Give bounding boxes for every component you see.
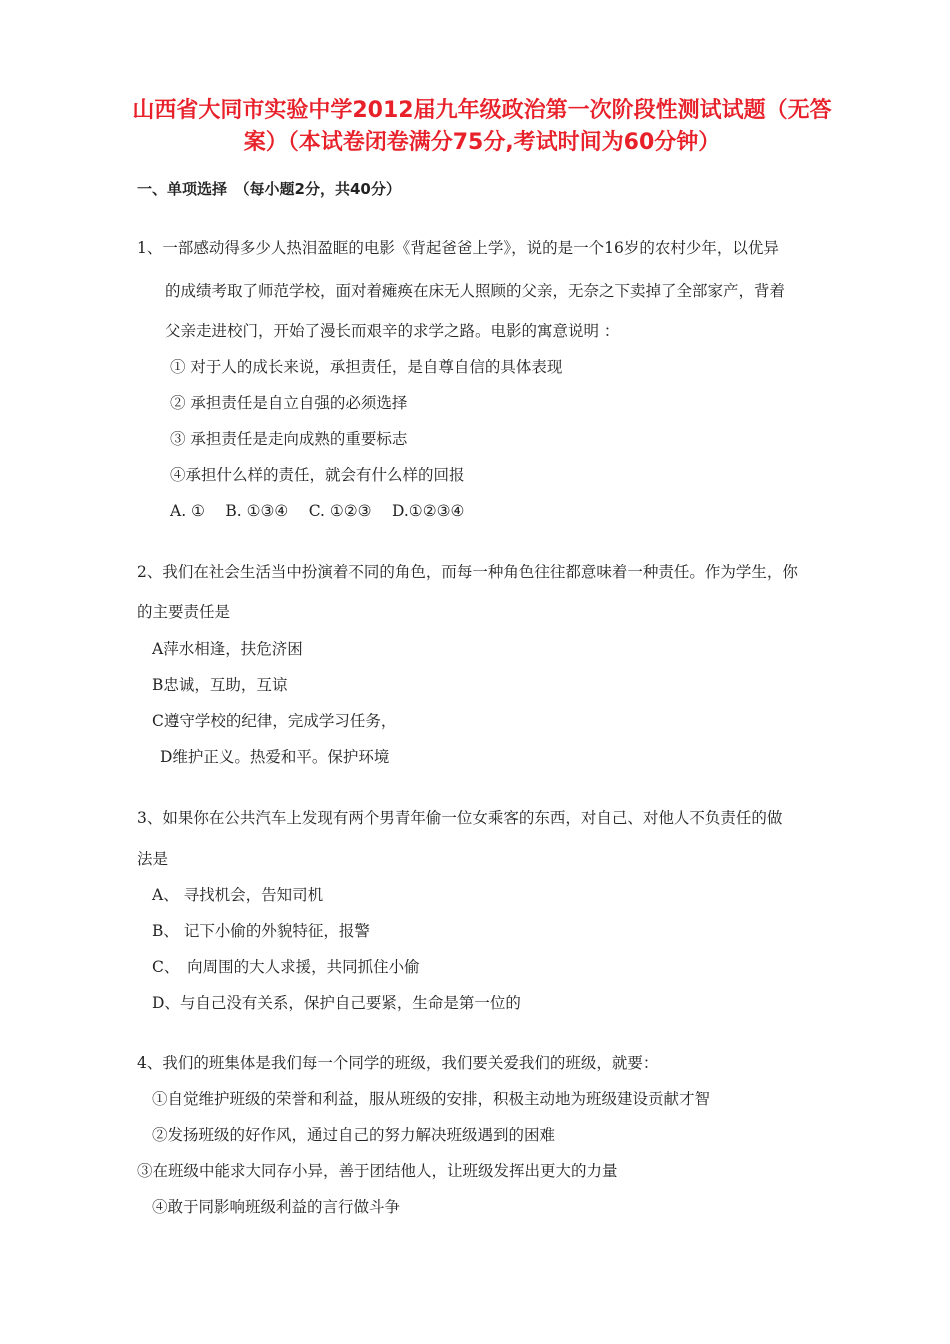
q4-option-3: ③在班级中能求大同存小异，善于团结他人，让班级发挥出更大的力量 (137, 1162, 618, 1180)
exam-title-line-2: 案）（本试卷闭卷满分75分,考试时间为60分钟） (243, 130, 721, 155)
q2-option-d: D维护正义。热爱和平。保护环境 (160, 748, 390, 766)
q3-stem-line-1: 3、如果你在公共汽车上发现有两个男青年偷一位女乘客的东西，对自己、对他人不负责任的做 (137, 809, 783, 827)
q4-option-4: ④敢于同影响班级利益的言行做斗争 (152, 1198, 401, 1216)
q1-option-2: ② 承担责任是自立自强的必须选择 (170, 394, 408, 412)
q3-option-b: B、 记下小偷的外貌特征，报警 (152, 922, 370, 940)
q4-option-2: ②发扬班级的好作风，通过自己的努力解决班级遇到的困难 (152, 1126, 556, 1144)
q1-stem-line-3: 父亲走进校门，开始了漫长而艰辛的求学之路。电影的寓意说明 ： (165, 322, 620, 340)
q3-option-a: A、 寻找机会，告知司机 (152, 886, 324, 904)
q1-stem-line-2: 的成绩考取了师范学校，面对着瘫痪在床无人照顾的父亲，无奈之下卖掉了全部家产，背着 (165, 282, 786, 300)
exam-title-line-1: 山西省大同市实验中学2012届九年级政治第一次阶段性测试试题（无答 (132, 98, 832, 123)
q3-stem-line-2: 法是 (137, 850, 169, 868)
q2-stem-line-1: 2、我们在社会生活当中扮演着不同的角色，而每一种角色往往都意味着一种责任。作为学生，你 (137, 563, 798, 581)
q1-stem-line-1: 1、一部感动得多少人热泪盈眶的电影《背起爸爸上学》，说的是一个16岁的农村少年，以优异 (137, 239, 779, 257)
q1-option-3: ③ 承担责任是走向成熟的重要标志 (170, 430, 408, 448)
q4-stem-line-1: 4、我们的班集体是我们每一个同学的班级，我们要关爱我们的班级，就要： (137, 1054, 659, 1072)
q2-option-a: A萍水相逢，扶危济困 (152, 640, 303, 658)
section-heading: 一、单项选择 （每小题2分，共40分） (137, 180, 401, 198)
q3-option-c: C、 向周围的大人求援，共同抓住小偷 (152, 958, 420, 976)
q2-stem-line-2: 的主要责任是 (137, 603, 231, 621)
q2-option-c: C遵守学校的纪律，完成学习任务， (152, 712, 397, 730)
q3-option-d: D、与自己没有关系，保护自己要紧，生命是第一位的 (152, 994, 521, 1012)
q1-answer-choices: A. ① B. ①③④ C. ①②③ D.①②③④ (170, 502, 465, 520)
q1-option-4: ④承担什么样的责任，就会有什么样的回报 (170, 466, 465, 484)
q2-option-b: B忠诚，互助，互谅 (152, 676, 288, 694)
q1-option-1: ① 对于人的成长来说，承担责任，是自尊自信的具体表现 (170, 358, 563, 376)
q4-option-1: ①自觉维护班级的荣誉和利益，服从班级的安排，积极主动地为班级建设贡献才智 (152, 1090, 711, 1108)
